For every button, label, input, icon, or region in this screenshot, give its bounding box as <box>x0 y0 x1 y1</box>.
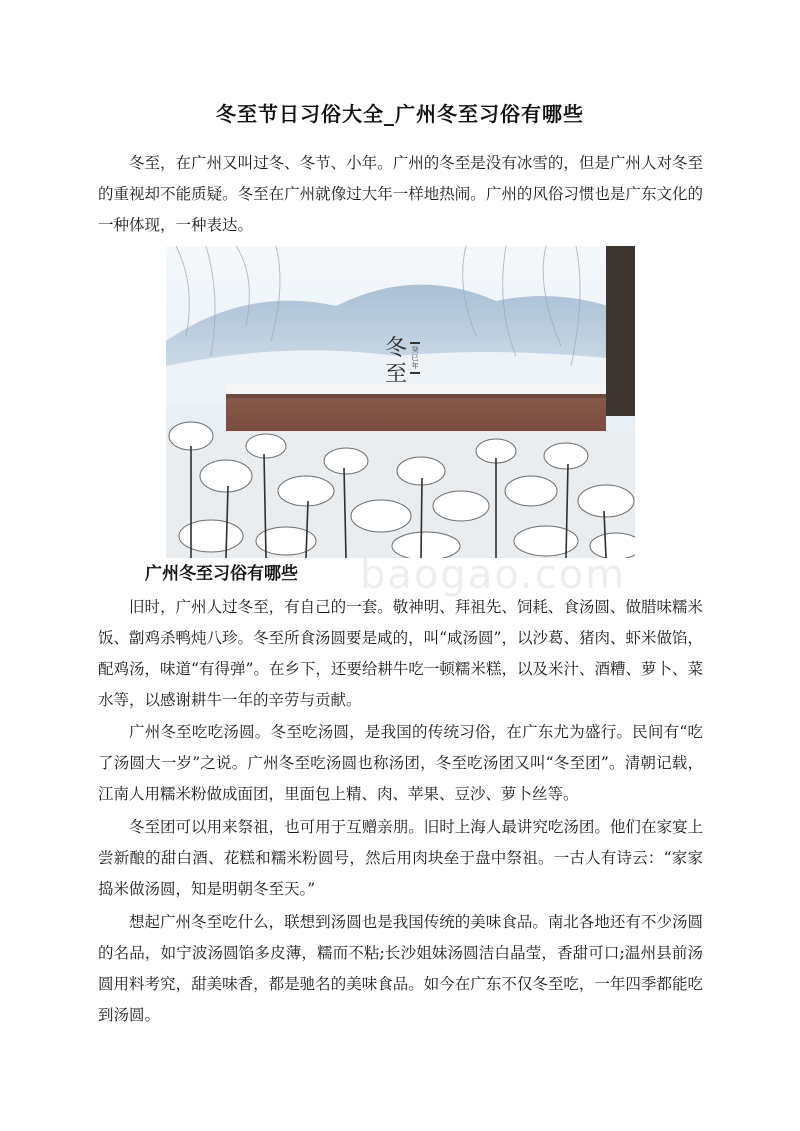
watermark: baogao.com <box>360 552 627 598</box>
intro-paragraph: 冬至，在广州又叫过冬、冬节、小年。广州的冬至是没有冰雪的，但是广州人对冬至的重视却不能质疑。冬至在广州就像过大年一样地热闹。广州的风俗习惯也是广东文化的一种体现，一种表达。 <box>98 154 703 234</box>
image-overlay-year: 癸巳年 <box>410 342 420 374</box>
section-heading: 广州冬至习俗有哪些 <box>145 564 298 584</box>
image-overlay-title: 冬至 <box>384 336 407 387</box>
body-paragraph: 旧时，广州人过冬至，有自己的一套。敬神明、拜祖先、饲耗、食汤圆、做腊味糯米饭、劏鸡杀鸭炖八珍。冬至所食汤圆要是咸的，叫“咸汤圆”，以沙葛、猪肉、虾米做馅，配鸡汤，味道“有得弹”。在乡下，还要给耕牛吃一顿糯米糕，以及米汁、酒糟、萝卜、菜水等，以感谢耕牛一年的辛劳与贡献。 <box>98 598 703 709</box>
body-paragraph: 想起广州冬至吃什么，联想到汤圆也是我国传统的美味食品。南北各地还有不少汤圆的名品，如宁波汤圆馅多皮薄，糯而不粘;长沙姐妹汤圆洁白晶莹，香甜可口;温州县前汤圆用料考究，甜美味香，都是驰名的美味食品。如今在广东不仅冬至吃，一年四季都能吃到汤圆。 <box>98 913 703 1024</box>
snow-scene-illustration <box>166 246 635 558</box>
snow-scene-image <box>166 246 635 558</box>
document-title: 冬至节日习俗大全_广州冬至习俗有哪些 <box>216 102 584 126</box>
body-paragraph: 广州冬至吃吃汤圆。冬至吃汤圆，是我国的传统习俗，在广东尤为盛行。民间有“吃了汤圆大一岁”之说。广州冬至吃汤圆也称汤团，冬至吃汤团又叫“冬至团”。清朝记载，江南人用糯米粉做成面团，里面包上精、肉、苹果、豆沙、萝卜丝等。 <box>98 723 703 803</box>
body-paragraph: 冬至团可以用来祭祖，也可用于互赠亲朋。旧时上海人最讲究吃汤团。他们在家宴上尝新酿的甜白酒、花糕和糯米粉圆号，然后用肉块垒于盘中祭祖。一古人有诗云：“家家捣米做汤圆，知是明朝冬至天。” <box>98 818 703 898</box>
